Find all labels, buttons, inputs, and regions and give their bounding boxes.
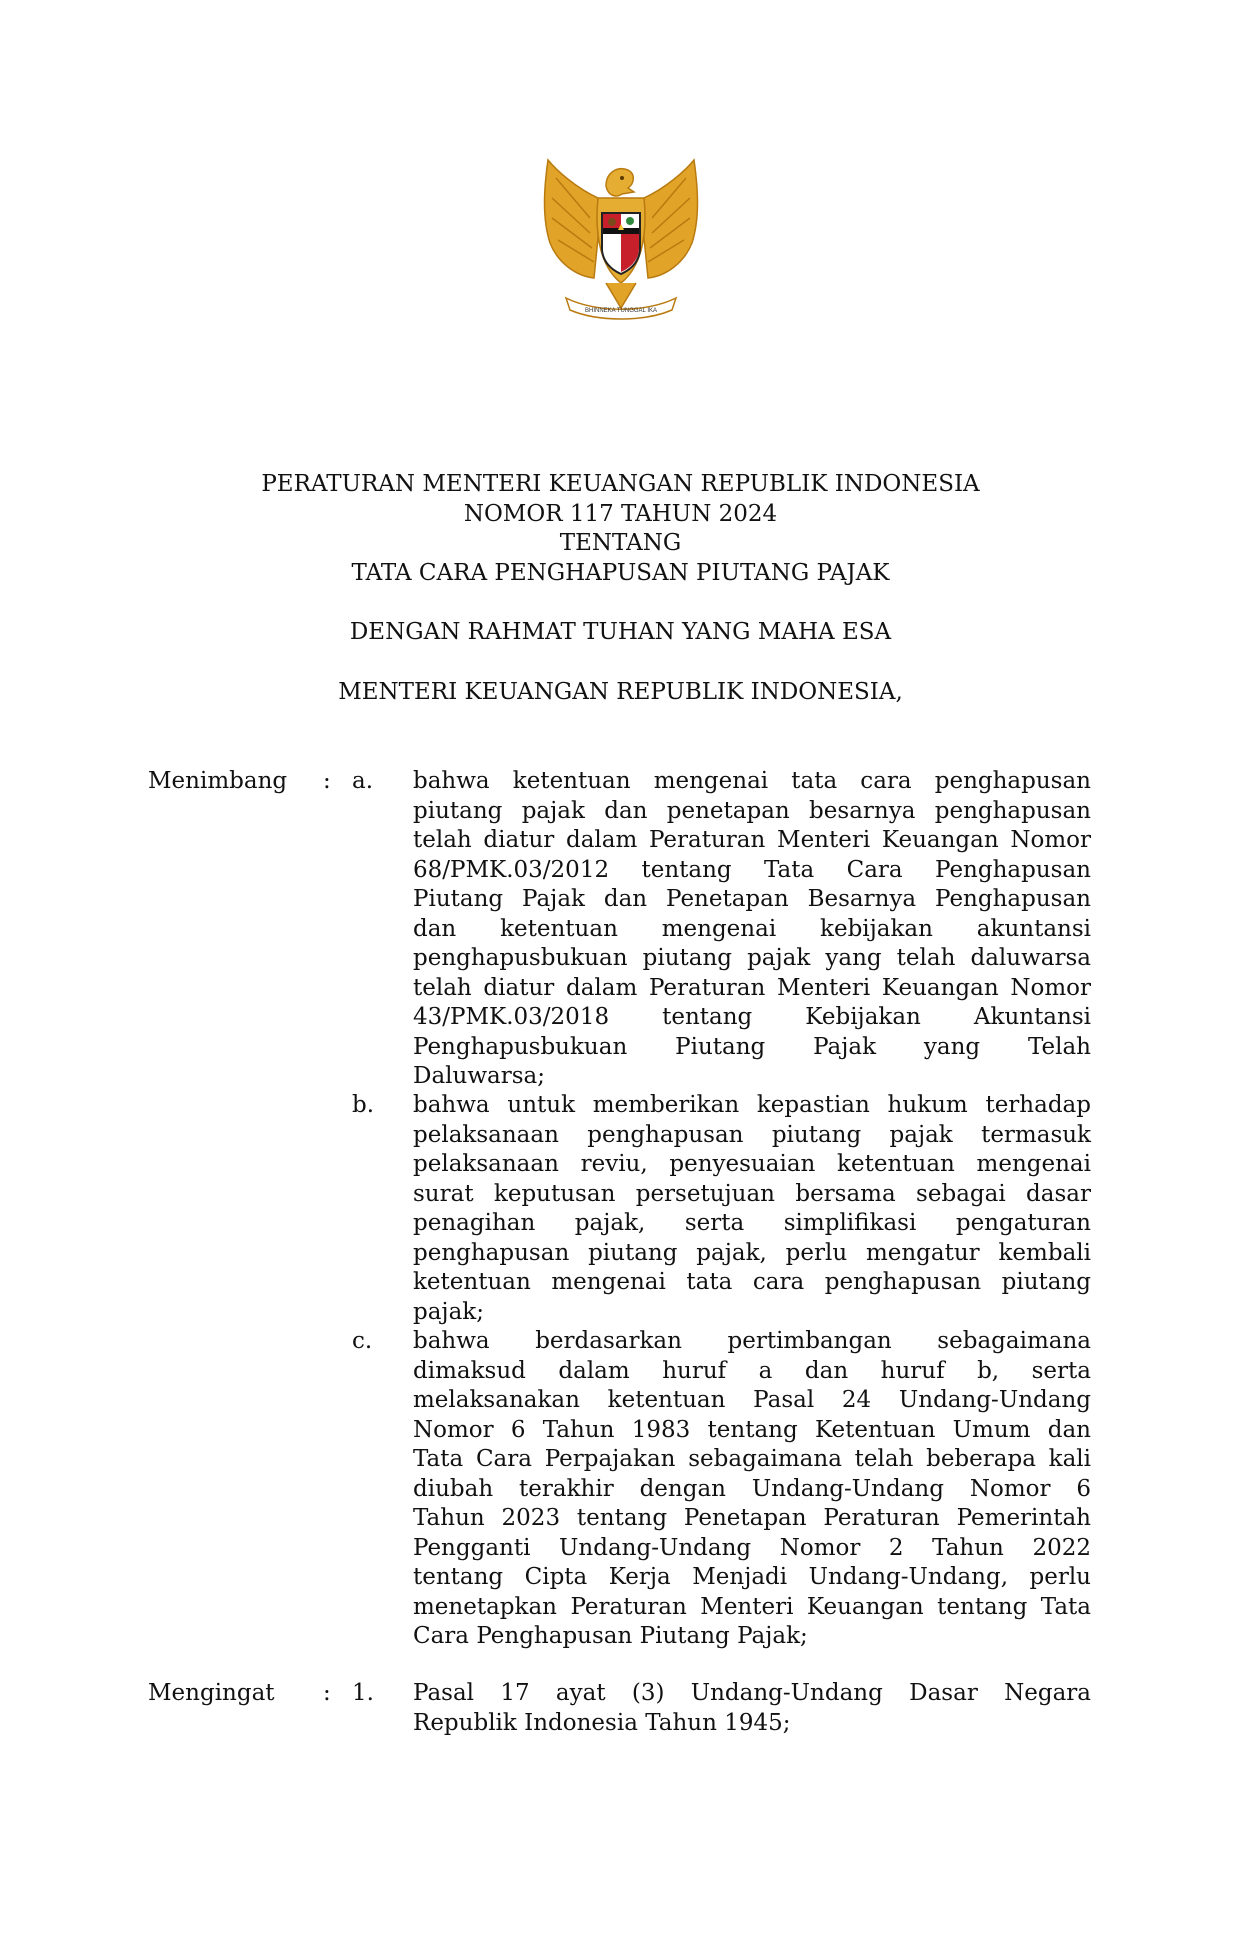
mengingat-item-1: Pasal 17 ayat (3) Undang-Undang Dasar Negara Republik Indonesia Tahun 1945; (413, 1680, 1091, 1736)
regulation-tentang: TENTANG (559, 530, 682, 556)
menimbang-marker-c: c. (352, 1328, 373, 1354)
menimbang-label: Menimbang (148, 768, 288, 794)
regulation-subject: TATA CARA PENGHAPUSAN PIUTANG PAJAK (351, 559, 890, 586)
menimbang-item-c: bahwa berdasarkan pertimbangan sebagaimana dimaksud dalam huruf a dan huruf b, serta melaksanakan ketentuan Pasal 24 Undang-Undang Nomor 6 Tahun 1983 tentang Ketentuan Umum dan Tata Cara Perpajakan sebagaimana telah beberapa kali diubah terakhir dengan Undang-Undang Nomor 6 Tahun 2023 tentang Penetapan Peraturan Pemerintah Pengganti Undang-Undang Nomor 2 Tahun 2022 tentang Cipta Kerja Menjadi Undang-Undang, perlu menetapkan Peraturan Menteri Keuangan tentang Tata Cara Penghapusan Piutang Pajak; (413, 1328, 1091, 1649)
menimbang-colon: : (323, 768, 331, 794)
garuda-pancasila-emblem (536, 158, 706, 333)
document-header (0, 470, 1241, 707)
mengingat-colon: : (323, 1680, 331, 1706)
shield-icon (602, 213, 640, 274)
menimbang-marker-a: a. (352, 768, 374, 794)
svg-text:BHINNEKA TUNGGAL IKA: BHINNEKA TUNGGAL IKA (584, 308, 658, 314)
issuer: MENTERI KEUANGAN REPUBLIK INDONESIA, (338, 678, 903, 705)
menimbang-item-b: bahwa untuk memberikan kepastian hukum terhadap pelaksanaan penghapusan piutang pajak termasuk pelaksanaan reviu, penyesuaian ketentuan mengenai surat keputusan persetujuan bersama sebagai dasar penagihan pajak, serta simplifikasi pengaturan penghapusan piutang pajak, perlu mengatur kembali ketentuan mengenai tata cara penghapusan piutang pajak; (413, 1092, 1091, 1325)
menimbang-marker-b: b. (352, 1092, 375, 1118)
regulation-number: NOMOR 117 TAHUN 2024 (463, 500, 778, 527)
menimbang-item-a: bahwa ketentuan mengenai tata cara penghapusan piutang pajak dan penetapan besarnya penghapusan telah diatur dalam Peraturan Menteri Keuangan Nomor 68/PMK.03/2012 tentang Tata Cara Penghapusan Piutang Pajak dan Penetapan Besarnya Penghapusan dan ketentuan mengenai kebijakan akuntansi penghapusbukuan piutang pajak yang telah daluwarsa telah diatur dalam Peraturan Menteri Keuangan Nomor 43/PMK.03/2018 tentang Kebijakan Akuntansi Penghapusbukuan Piutang Pajak yang Telah Daluwarsa; (413, 768, 1091, 1089)
mengingat-label: Mengingat (148, 1680, 275, 1706)
regulation-title: PERATURAN MENTERI KEUANGAN REPUBLIK INDONESIA (261, 471, 980, 497)
mengingat-marker-1: 1. (352, 1680, 374, 1706)
invocation: DENGAN RAHMAT TUHAN YANG MAHA ESA (349, 619, 892, 645)
